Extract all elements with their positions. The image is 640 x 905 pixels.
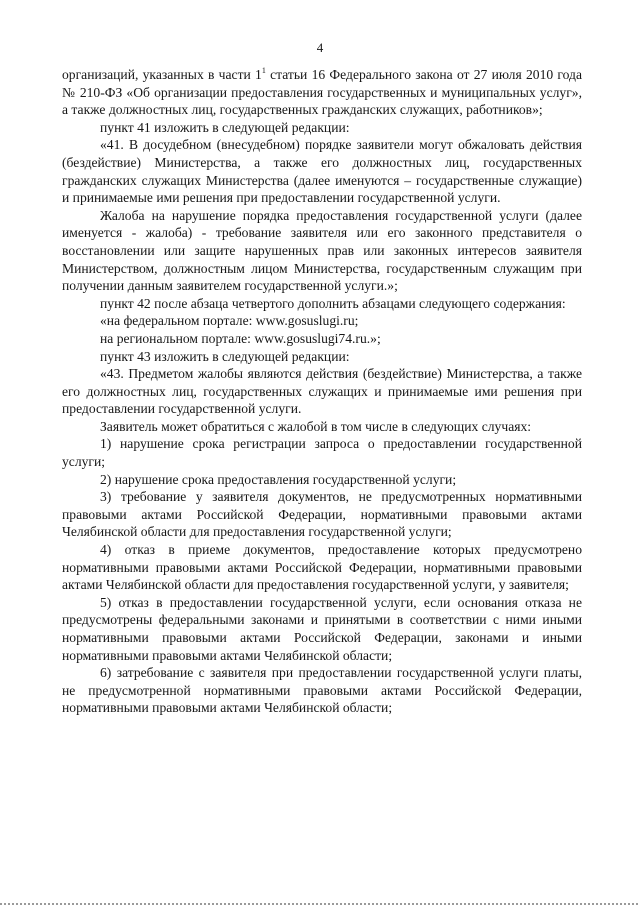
list-item-3: 3) требование у заявителя документов, не предусмотренных нормативными правовыми актами Российской Федерации, нормативными правовыми актами Челябинской области для предоставления государственной услуги;	[62, 489, 582, 540]
list-item-6: 6) затребование с заявителя при предоставлении государственной услуги платы, не предусмотренной нормативными правовыми актами Российской Федерации, нормативными правовыми актами Челябинской области;	[62, 665, 582, 716]
paragraph-item-41: «41. В досудебном (внесудебном) порядке заявители могут обжаловать действия (бездействие) Министерства, а также его должностных лиц, государственных гражданских служащих Министерства (далее именуются – государственные служащие) и принимаемые ими решения при предоставлении государственной услуги.	[62, 137, 582, 206]
paragraph-cases-intro: Заявитель может обратиться с жалобой в том числе в следующих случаях:	[100, 418, 532, 434]
paragraph-item-43: «43. Предметом жалобы являются действия (бездействие) Министерства, а также его должностных лиц, государственных служащих и принимаемые ими решения при предоставлении государственной услуги.	[62, 366, 582, 417]
paragraph-regional-portal: на региональном портале: www.gosuslugi74.ru.»;	[100, 330, 381, 346]
page-number: 4	[316, 40, 324, 55]
paragraph-complaint-definition: Жалоба на нарушение порядка предоставления государственной услуги (далее именуется - жалоба) - требование заявителя или его законного представителя о восстановлении или защите нарушенных прав или законных интересов заявителя Министерством, должностным лицом Министерства, государственным служащим при получении данным заявителем государственной услуги.»;	[62, 207, 582, 294]
footnote-superscript: 1	[261, 66, 266, 75]
paragraph-federal-portal: «на федеральном портале: www.gosuslugi.ru;	[100, 313, 359, 329]
list-item-5: 5) отказ в предоставлении государственной услуги, если основания отказа не предусмотрены федеральными законами и принятыми в соответствии с ними иными нормативными правовыми актами Российской Федерации, законами и иными нормативными правовыми актами Челябинской области;	[62, 594, 582, 663]
list-item-4: 4) отказ в приеме документов, предоставление которых предусмотрено нормативными правовыми актами Российской Федерации, нормативными правовыми актами Челябинской области для предоставления государственной услуги, у заявителя;	[62, 542, 582, 593]
document-body	[62, 66, 582, 717]
list-item-2: 2) нарушение срока предоставления государственной услуги;	[100, 471, 457, 487]
list-item-1: 1) нарушение срока регистрации запроса о предоставлении государственной услуги;	[62, 436, 582, 470]
paragraph-intro	[62, 66, 582, 119]
intro-text-start: организаций, указанных в части 1	[62, 67, 262, 82]
paragraph-item-43-intro: пункт 43 изложить в следующей редакции:	[100, 348, 350, 364]
paragraph-item-41-intro: пункт 41 изложить в следующей редакции:	[100, 119, 350, 135]
intro-text-end: статьи 16 Федерального закона от 27 июля 2010 года № 210-ФЗ «Об организации предоставления государственных и муниципальных услуг», а также должностных лиц, государственных гражданских служащих, работников»;	[62, 67, 583, 118]
paragraph-item-42-intro: пункт 42 после абзаца четвертого дополнить абзацами следующего содержания:	[100, 295, 566, 311]
